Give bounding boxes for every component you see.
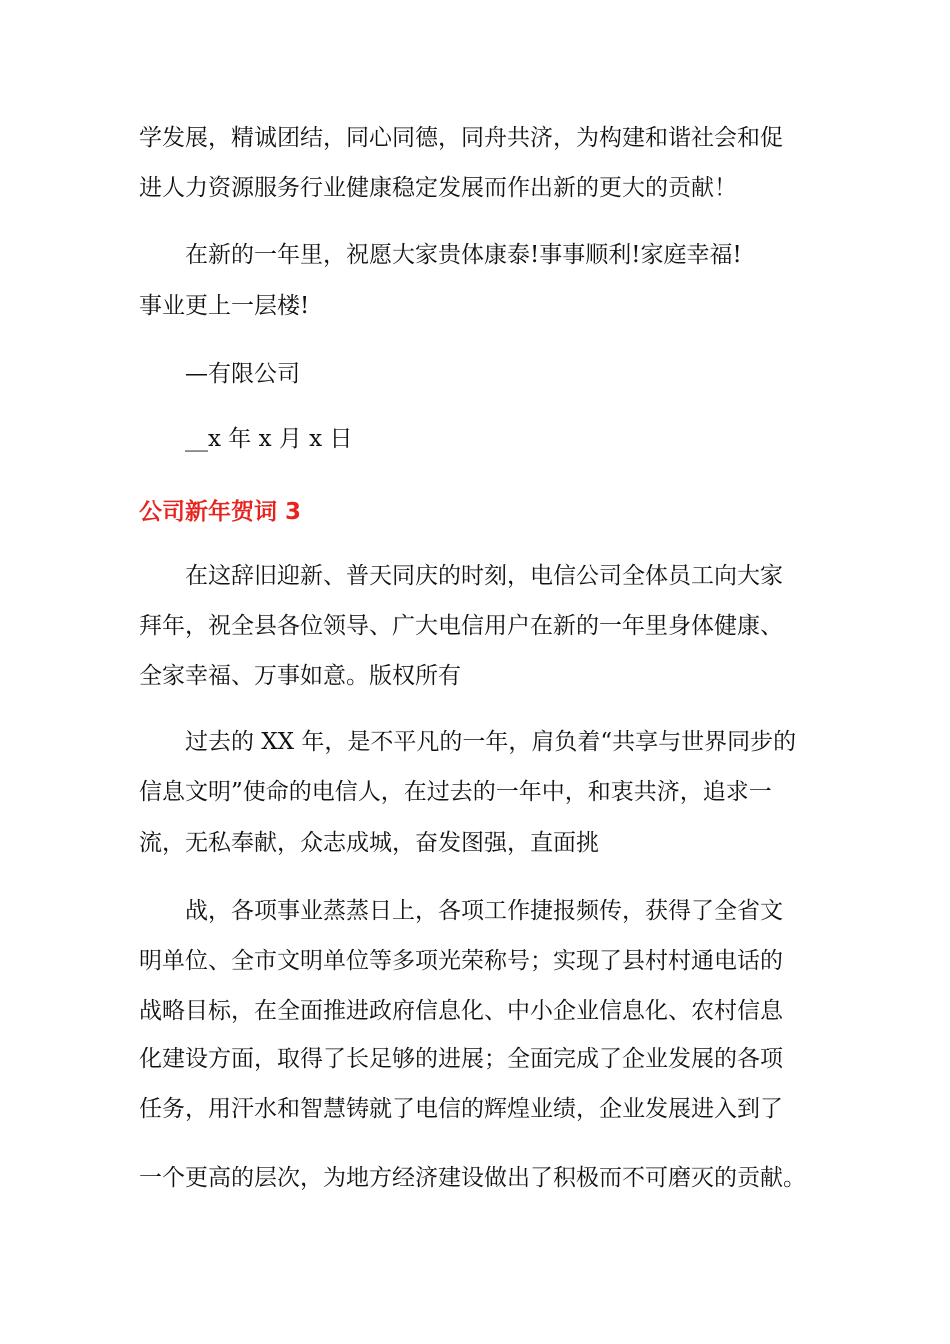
- paragraph-line: 信息文明”使命的电信人，在过去的一年中，和衷共济，追求一: [139, 779, 772, 805]
- paragraph-line: 化建设方面，取得了长足够的进展；全面完成了企业发展的各项: [139, 1046, 783, 1072]
- text-line: 学发展，精诚团结，同心同德，同舟共济，为构建和谐社会和促: [139, 125, 783, 151]
- paragraph-line: 过去的 XX 年，是不平凡的一年，肩负着“共享与世界同步的: [185, 729, 797, 755]
- date-line: __x 年 x 月 x 日: [185, 426, 353, 452]
- paragraph-line: 流，无私奉献，众志成城，奋发图强，直面挑: [139, 830, 599, 856]
- paragraph-line: 一个更高的层次，为地方经济建设做出了积极而不可磨灭的贡献。: [139, 1165, 806, 1191]
- wish-line: 在新的一年里，祝愿大家贵体康泰!事事顺利!家庭幸福!: [185, 242, 742, 268]
- text-line: 进人力资源服务行业健康稳定发展而作出新的更大的贡献！: [139, 175, 737, 201]
- paragraph-line: 拜年，祝全县各位领导、广大电信用户在新的一年里身体健康、: [139, 613, 783, 639]
- paragraph-line: 明单位、全市文明单位等多项光荣称号；实现了县村村通电话的: [139, 948, 783, 974]
- paragraph-line: 战略目标，在全面推进政府信息化、中小企业信息化、农村信息: [139, 998, 783, 1024]
- paragraph-line: 战，各项事业蒸蒸日上，各项工作捷报频传，获得了全省文: [185, 898, 783, 924]
- paragraph-line: 任务，用汗水和智慧铸就了电信的辉煌业绩，企业发展进入到了: [139, 1096, 783, 1122]
- section-title: 公司新年贺词 3: [139, 499, 302, 525]
- signature: —有限公司: [185, 361, 300, 387]
- paragraph-line: 全家幸福、万事如意。版权所有: [139, 663, 461, 689]
- wish-line: 事业更上一层楼!: [139, 293, 310, 319]
- paragraph-line: 在这辞旧迎新、普天同庆的时刻，电信公司全体员工向大家: [185, 563, 783, 589]
